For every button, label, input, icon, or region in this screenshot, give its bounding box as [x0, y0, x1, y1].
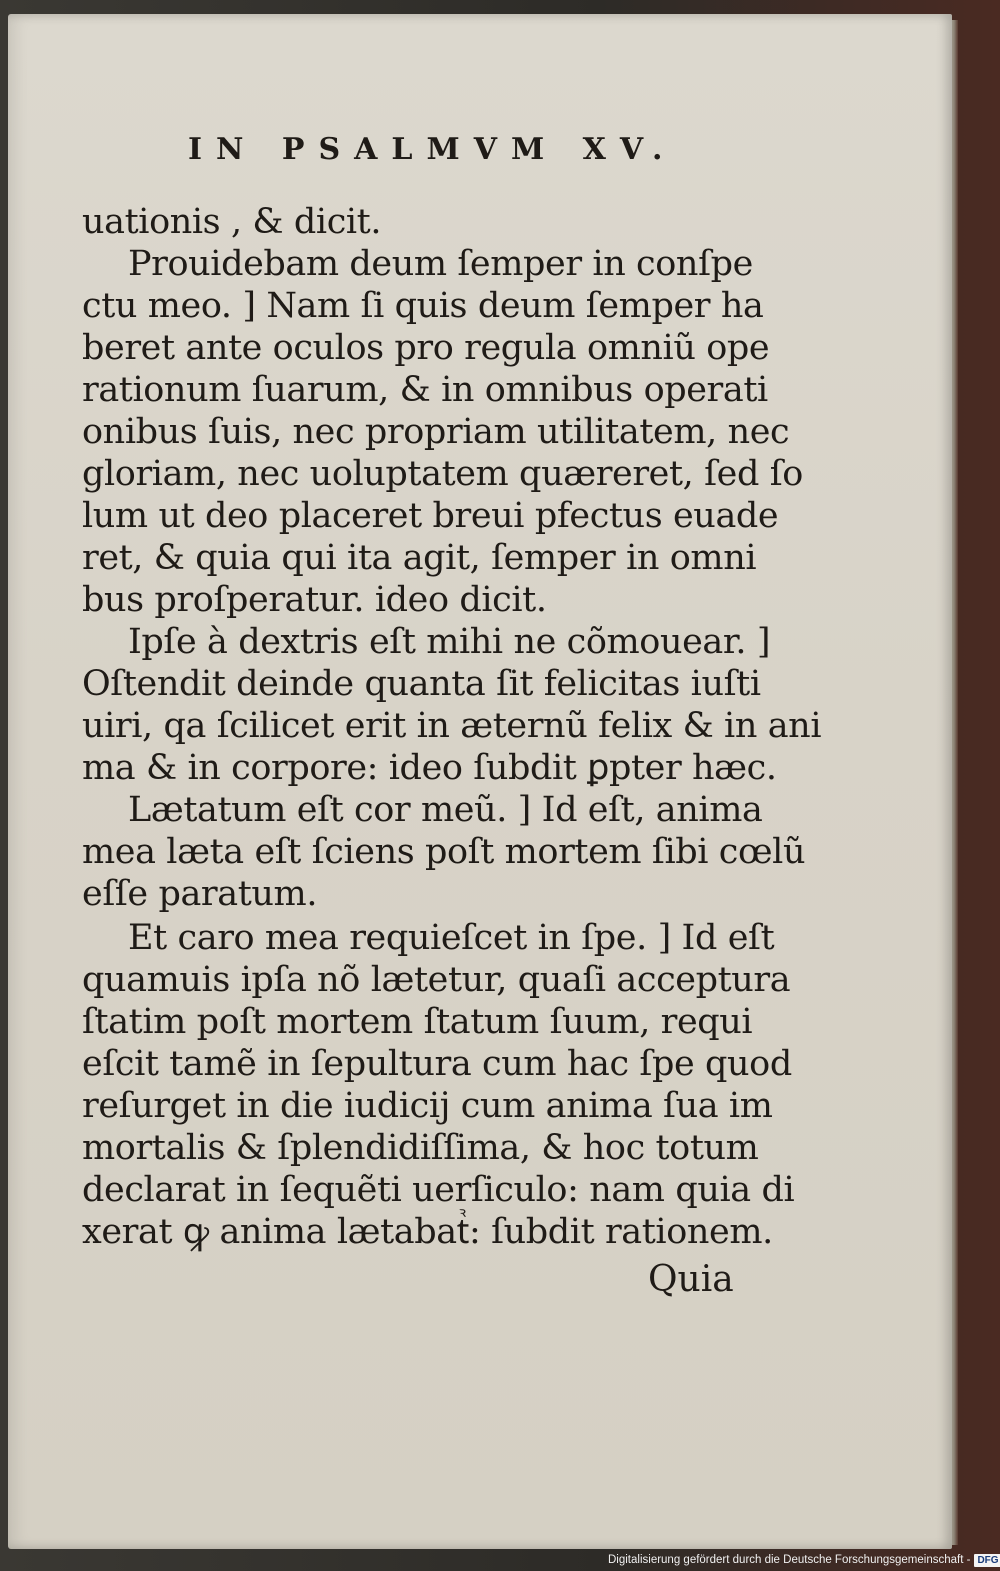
text-line: bus proſperatur. ideo dicit.: [82, 580, 547, 620]
book-page: [8, 14, 952, 1549]
text-line: gloriam, nec uoluptatem quæreret, ſed ſo: [82, 454, 803, 494]
text-line: Et caro mea requieſcet in ſpe. ] Id eſt: [128, 918, 775, 958]
text-line: uationis , & dicit.: [82, 202, 382, 242]
catchword: Quia: [648, 1259, 734, 1300]
running-head: IN PSALMVM XV.: [188, 132, 677, 167]
text-line: rationum ſuarum, & in omnibus operati: [82, 370, 768, 410]
text-line: Oſtendit deinde quanta ſit felicitas iuſti: [82, 664, 761, 704]
text-line: eſſe paratum.: [82, 874, 318, 914]
text-line: lum ut deo placeret breui pfectus euade: [82, 496, 779, 536]
text-line: ctu meo. ] Nam ſi quis deum ſemper ha: [82, 286, 764, 326]
text-line: eſcit tamẽ in ſepultura cum hac ſpe quod: [82, 1044, 792, 1084]
text-line: ſtatim poſt mortem ſtatum ſuum, requi: [82, 1002, 753, 1042]
footer-text: Digitalisierung gefördert durch die Deutsche Forschungsgemeinschaft -: [608, 1554, 971, 1566]
text-line: beret ante oculos pro regula omniũ ope: [82, 328, 770, 368]
digitization-footer: [608, 1552, 1000, 1568]
text-line: ret, & quia qui ita agit, ſemper in omni: [82, 538, 757, 578]
text-line: mortalis & ſplendidiſſima, & hoc totum: [82, 1128, 759, 1168]
text-line: Prouidebam deum ſemper in conſpe: [128, 244, 753, 284]
text-line: onibus ſuis, nec propriam utilitatem, nec: [82, 412, 790, 452]
text-line: declarat in ſequẽti uerſiculo: nam quia di: [82, 1170, 795, 1210]
text-line: uiri, qa ſcilicet erit in æternũ felix & in ani: [82, 706, 822, 746]
text-line: xerat ꝙ anima lætabatᷣ: ſubdit rationem.: [82, 1212, 773, 1252]
text-line: quamuis ipſa nõ lætetur, quaſi acceptura: [82, 960, 791, 1000]
text-line: reſurget in die iudicij cum anima ſua im: [82, 1086, 773, 1126]
dfg-logo-icon: DFG: [974, 1554, 1000, 1567]
text-line: Lætatum eſt cor meũ. ] Id eſt, anima: [128, 790, 763, 830]
text-line: Ipſe à dextris eſt mihi ne cõmouear. ]: [128, 622, 771, 662]
text-line: mea læta eſt ſciens poſt mortem ſibi cœlũ: [82, 832, 806, 872]
text-line: ma & in corpore: ideo ſubdit ꝑpter hæc.: [82, 748, 777, 788]
